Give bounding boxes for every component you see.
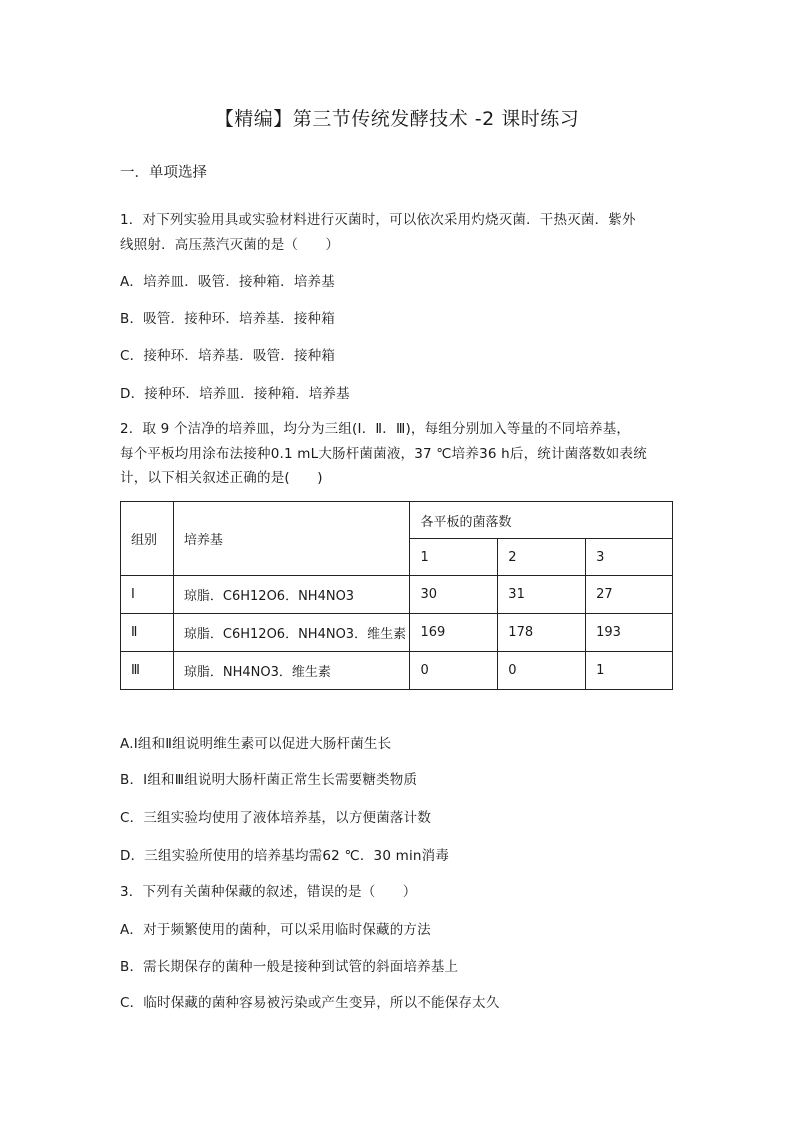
q2-option-a: A.Ⅰ组和Ⅱ组说明维生素可以促进大肠杆菌生长 <box>120 736 392 752</box>
table-header-row <box>121 502 673 539</box>
q3-stem: 3．下列有关菌种保藏的叙述，错误的是（ ） <box>120 884 417 900</box>
medium-cell: 琼脂．NH4NO3．维生素 <box>173 652 410 690</box>
plate-label-1: 1 <box>410 539 498 576</box>
medium-cell: 琼脂．C6H12O6．NH4NO3 <box>173 576 410 614</box>
count-cell: 1 <box>586 652 673 690</box>
q1-stem-line-1: 1．对下列实验用具或实验材料进行灭菌时，可以依次采用灼烧灭菌．干热灭菌．紫外 <box>120 212 636 228</box>
count-cell: 0 <box>498 652 586 690</box>
count-cell: 27 <box>586 576 673 614</box>
q1-option-d: D．接种环．培养皿．接种箱．培养基 <box>120 386 350 402</box>
q3-option-c: C．临时保藏的菌种容易被污染或产生变异，所以不能保存太久 <box>120 995 500 1011</box>
plate-label-3: 3 <box>586 539 673 576</box>
q2-option-c: C．三组实验均使用了液体培养基，以方便菌落计数 <box>120 810 432 826</box>
q2-option-b: B．Ⅰ组和Ⅲ组说明大肠杆菌正常生长需要糖类物质 <box>120 772 418 788</box>
header-counts: 各平板的菌落数 <box>410 502 673 539</box>
q1-option-a: A．培养皿．吸管．接种箱．培养基 <box>120 274 335 290</box>
count-cell: 193 <box>586 614 673 652</box>
count-cell: 30 <box>410 576 498 614</box>
group-cell: Ⅰ <box>121 576 174 614</box>
q2-stem-line-1: 2．取 9 个洁净的培养皿，均分为三组(Ⅰ．Ⅱ．Ⅲ)，每组分别加入等量的不同培养基， <box>120 421 631 437</box>
group-cell: Ⅱ <box>121 614 174 652</box>
group-cell: Ⅲ <box>121 652 174 690</box>
count-cell: 178 <box>498 614 586 652</box>
q2-stem-line-2: 每个平板均用涂布法接种0.1 mL大肠杆菌菌液，37 ℃培养36 h后，统计菌落数如表统 <box>120 446 647 462</box>
q1-option-c: C．接种环．培养基．吸管．接种箱 <box>120 348 336 364</box>
q3-option-b: B．需长期保存的菌种一般是接种到试管的斜面培养基上 <box>120 959 459 975</box>
q1-stem-line-2: 线照射．高压蒸汽灭菌的是（ ） <box>120 237 340 253</box>
count-cell: 31 <box>498 576 586 614</box>
q2-option-d: D．三组实验所使用的培养基均需62 ℃．30 min消毒 <box>120 848 450 864</box>
count-cell: 169 <box>410 614 498 652</box>
section-heading: 一．单项选择 <box>120 165 207 181</box>
table-row <box>121 614 673 652</box>
count-cell: 0 <box>410 652 498 690</box>
table-row <box>121 576 673 614</box>
q3-option-a: A．对于频繁使用的菌种，可以采用临时保藏的方法 <box>120 922 431 938</box>
q2-stem-line-3: 计，以下相关叙述正确的是( ) <box>120 470 323 486</box>
header-medium: 培养基 <box>173 502 410 576</box>
header-group: 组别 <box>121 502 174 576</box>
colony-count-table <box>120 501 673 690</box>
plate-label-2: 2 <box>498 539 586 576</box>
q1-option-b: B．吸管．接种环．培养基．接种箱 <box>120 311 335 327</box>
table-row <box>121 652 673 690</box>
medium-cell: 琼脂．C6H12O6．NH4NO3．维生素 <box>173 614 410 652</box>
page-title: 【精编】第三节传统发酵技术 -2 课时练习 <box>214 108 580 130</box>
